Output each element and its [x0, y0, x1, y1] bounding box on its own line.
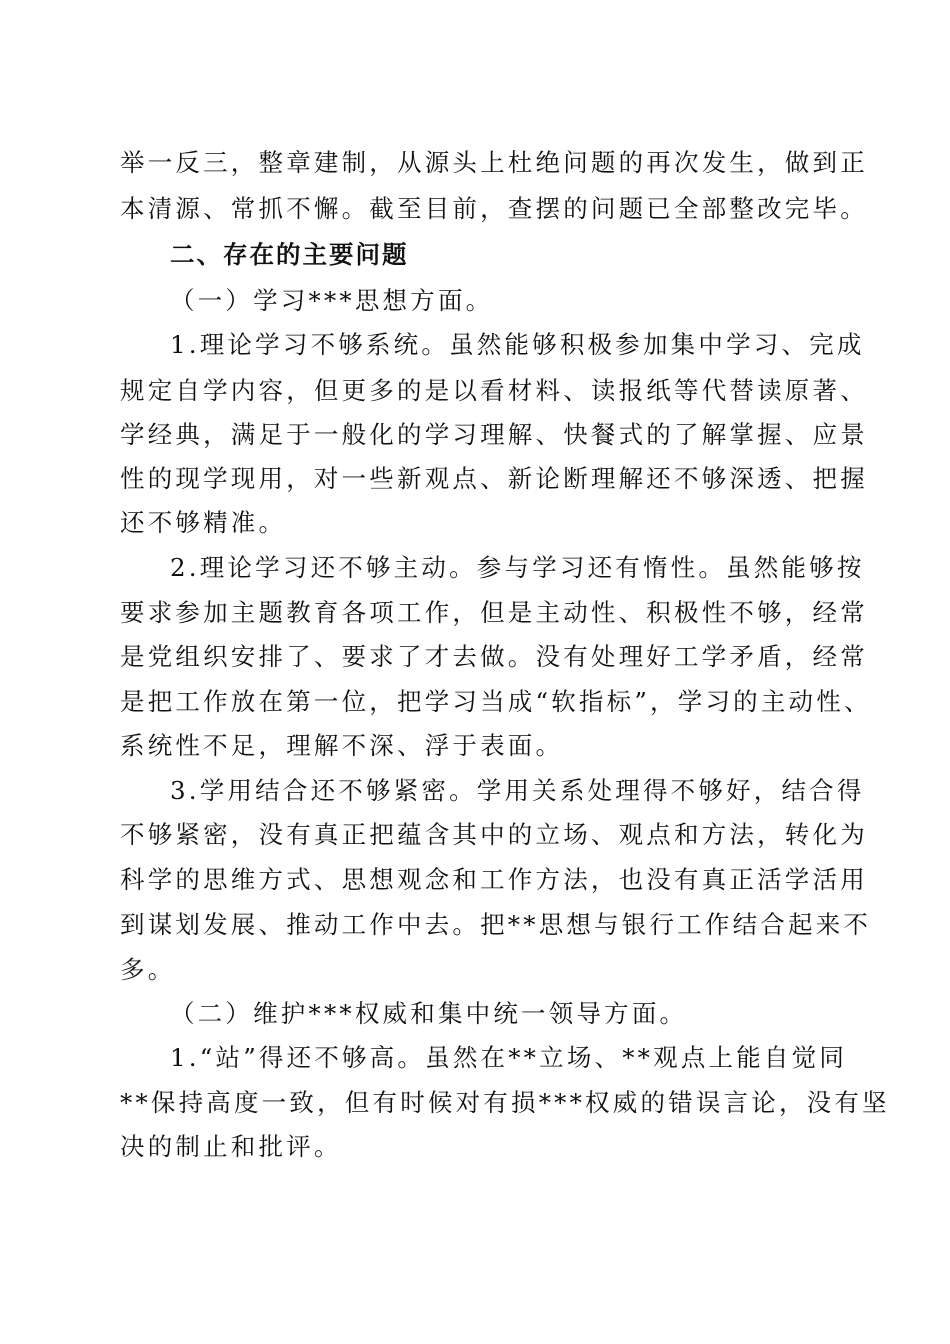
body-text-line: 要求参加主题教育各项工作，但是主动性、积极性不够，经常 — [120, 598, 868, 627]
body-text-line: 学经典，满足于一般化的学习理解、快餐式的了解掌握、应景 — [120, 420, 868, 449]
body-text-line: 到谋划发展、推动工作中去。把**思想与银行工作结合起来不 — [120, 910, 872, 939]
body-text-line: 举一反三，整章建制，从源头上杜绝问题的再次发生，做到正 — [120, 148, 868, 177]
body-text-line: 不够紧密，没有真正把蕴含其中的立场、观点和方法，转化为 — [120, 820, 868, 849]
body-text-line: 还不够精准。 — [120, 508, 287, 537]
body-text-line: 决的制止和批评。 — [120, 1132, 342, 1161]
body-text-line: 1.理论学习不够系统。虽然能够积极参加集中学习、完成 — [170, 330, 865, 359]
body-text-line: 是把工作放在第一位，把学习当成“软指标”，学习的主动性、 — [120, 687, 872, 716]
body-text-line: 规定自学内容，但更多的是以看材料、读报纸等代替读原著、 — [120, 376, 868, 405]
body-text-line: 2.理论学习还不够主动。参与学习还有惰性。虽然能够按 — [170, 553, 865, 582]
body-text-line: 本清源、常抓不懈。截至目前，查摆的问题已全部整改完毕。 — [120, 194, 868, 223]
subsection-heading: （二）维护***权威和集中统一领导方面。 — [170, 999, 688, 1028]
body-text-line: 多。 — [120, 955, 176, 984]
body-text-line: 系统性不足，理解不深、浮于表面。 — [120, 731, 564, 760]
body-text-line: 科学的思维方式、思想观念和工作方法，也没有真正活学活用 — [120, 865, 868, 894]
body-text-line: 1.“站”得还不够高。虽然在**立场、**观点上能自觉同 — [170, 1043, 848, 1072]
section-heading: 二、存在的主要问题 — [170, 240, 409, 269]
subsection-heading: （一）学习***思想方面。 — [170, 286, 494, 315]
body-text-line: 3.学用结合还不够紧密。学用关系处理得不够好，结合得 — [170, 776, 865, 805]
body-text-line: **保持高度一致，但有时候对有损***权威的错误言论，没有坚 — [120, 1088, 890, 1117]
body-text-line: 性的现学现用，对一些新观点、新论断理解还不够深透、把握 — [120, 464, 868, 493]
body-text-line: 是党组织安排了、要求了才去做。没有处理好工学矛盾，经常 — [120, 642, 868, 671]
